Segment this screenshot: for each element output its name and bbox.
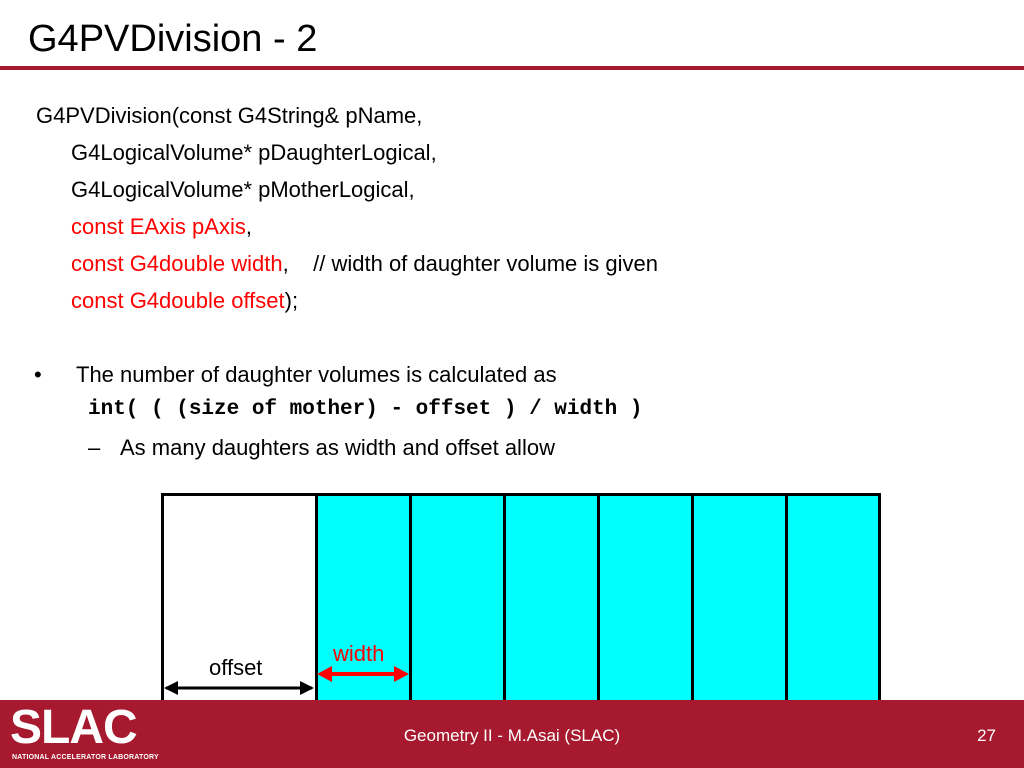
width-arrow bbox=[161, 493, 881, 718]
code-line-5-red: const G4double width bbox=[71, 251, 283, 276]
code-line-6 bbox=[71, 288, 298, 314]
sub-bullet-text: As many daughters as width and offset allow bbox=[120, 435, 555, 460]
width-label: width bbox=[333, 641, 385, 666]
division-diagram bbox=[161, 493, 881, 718]
code-line-4-red: const EAxis pAxis bbox=[71, 214, 246, 239]
offset-label: offset bbox=[209, 655, 263, 680]
formula: int( ( (size of mother) - offset ) / width ) bbox=[88, 398, 643, 421]
code-line-1 bbox=[36, 103, 422, 129]
code-line-6-red: const G4double offset bbox=[71, 288, 285, 313]
slac-logo bbox=[10, 701, 162, 766]
code-line-1-text: G4PVDivision(const G4String& pName, bbox=[36, 103, 423, 128]
dash-marker: – bbox=[88, 435, 101, 460]
code-line-5-rest: , // width of daughter volume is given bbox=[282, 251, 658, 276]
page-title: G4PVDivision - 2 bbox=[28, 18, 318, 60]
footer-title: Geometry II - M.Asai (SLAC) bbox=[403, 726, 621, 745]
code-line-4 bbox=[71, 214, 252, 240]
code-line-4-rest: , bbox=[245, 214, 252, 239]
code-line-5 bbox=[71, 251, 658, 277]
page-number: 27 bbox=[977, 726, 996, 745]
code-line-3-text: G4LogicalVolume* pMotherLogical, bbox=[71, 177, 415, 202]
code-line-2-text: G4LogicalVolume* pDaughterLogical, bbox=[71, 140, 437, 165]
code-line-6-rest: ); bbox=[284, 288, 299, 313]
logo-subtext: NATIONAL ACCELERATOR LABORATORY bbox=[12, 754, 159, 761]
bullet-text: The number of daughter volumes is calculated as bbox=[76, 362, 557, 387]
title-rule bbox=[0, 66, 1024, 70]
code-line-3 bbox=[71, 177, 415, 203]
code-line-2 bbox=[71, 140, 437, 166]
logo-wordmark: SLAC bbox=[10, 701, 137, 754]
bullet-marker: • bbox=[34, 362, 42, 387]
